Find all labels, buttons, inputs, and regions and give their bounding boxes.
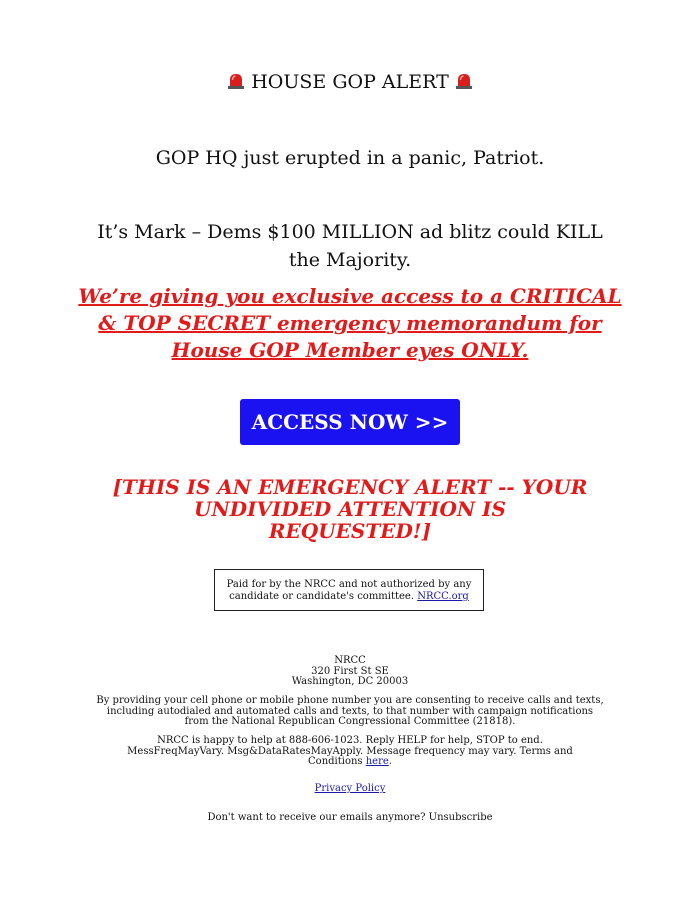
consent-text: By providing your cell phone or mobile phone number you are consenting to receive calls and texts, including autodialed and automated calls and texts, to that number with campaign notifications from the National Republican Congressional Committee (21818). [96, 695, 604, 727]
alert-header [0, 68, 700, 96]
nrcc-link[interactable]: NRCC.org [417, 591, 469, 602]
emergency-alert-text: [THIS IS AN EMERGENCY ALERT -- YOUR UNDIVIDED ATTENTION IS REQUESTED!] [112, 475, 588, 543]
help-text-block: NRCC is happy to help at 888-606-1023. Reply HELP for help, STOP to end. MessFreqMayVary. Msg&DataRatesMayApply. Message frequency may vary. Terms and Conditions here. [127, 735, 573, 767]
unsubscribe-text[interactable]: Don't want to receive our emails anymore? Unsubscribe [207, 812, 493, 823]
privacy-policy-link[interactable]: Privacy Policy [314, 783, 386, 794]
street-address: 320 First St SE [311, 665, 389, 677]
footer-address [0, 656, 700, 688]
exclusive-access-link[interactable]: We’re giving you exclusive access to a CRITICAL & TOP SECRET emergency memorandum for House GOP Member eyes ONLY. [78, 284, 622, 362]
access-now-button[interactable]: ACCESS NOW >> [240, 399, 460, 445]
siren-icon [227, 72, 245, 90]
terms-link[interactable]: here [365, 756, 389, 767]
siren-icon [455, 72, 473, 90]
lede-text: GOP HQ just erupted in a panic, Patriot. [155, 147, 545, 169]
cta-container [240, 399, 460, 445]
disclaimer-text: Paid for by the NRCC and not authorized by any candidate or candidate's committee. [226, 579, 472, 602]
help-text: NRCC is happy to help at 888-606-1023. Reply HELP for help, STOP to end. MessFreqMayVary. Msg&DataRatesMayApply. Message frequency may vary. Terms and Conditions [127, 735, 573, 767]
city-address: Washington, DC 20003 [291, 676, 409, 687]
privacy-row [0, 783, 700, 795]
paid-for-disclaimer [214, 569, 484, 611]
mark-message: It’s Mark – Dems $100 MILLION ad blitz could KILL the Majority. [97, 221, 603, 271]
org-name: NRCC [334, 655, 366, 666]
alert-title: HOUSE GOP ALERT [251, 71, 449, 93]
